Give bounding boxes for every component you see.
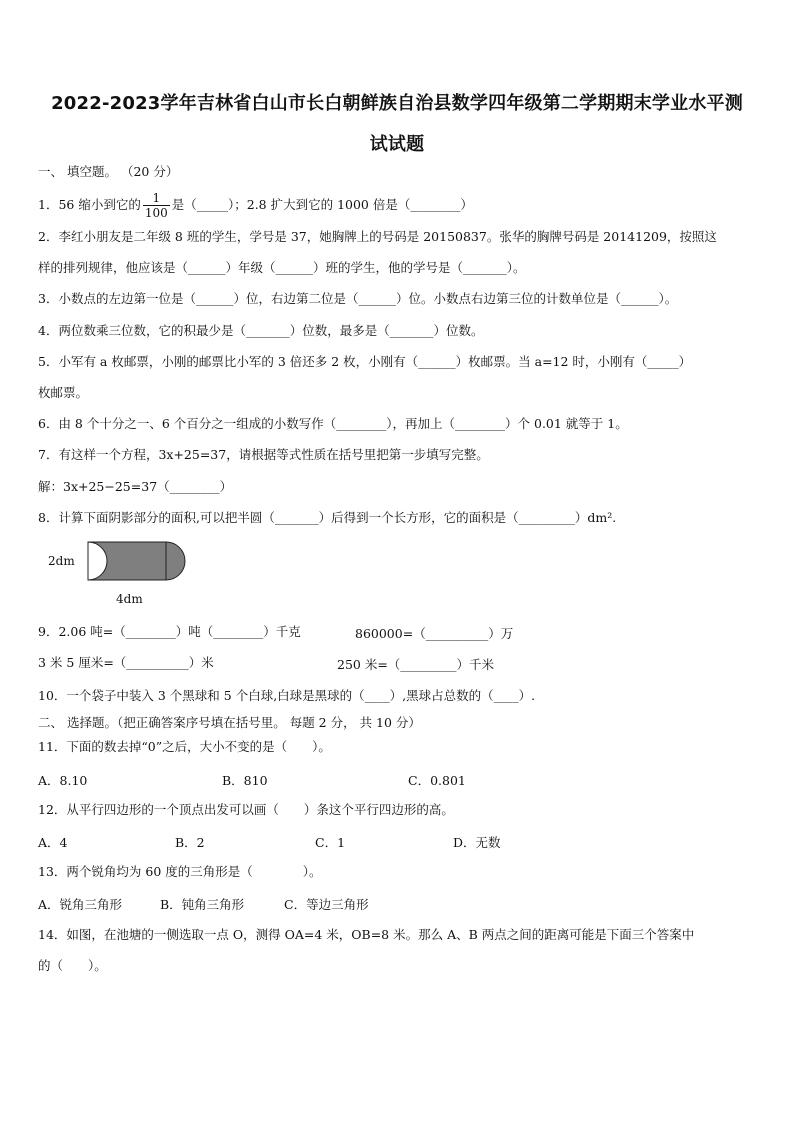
question-14-line-1: 14．如图，在池塘的一侧选取一点 O，测得 OA=4 米，OB=8 米。那么 A、B 两点之间的距离可能是下面三个答案中: [38, 927, 695, 942]
shaded-semicircle: [166, 542, 185, 580]
question-9-part-c: 3 米 5 厘米=（__________）米: [38, 655, 214, 670]
fraction: [143, 191, 170, 220]
question-2-line-2: 样的排列规律，他应该是（______）年级（______）班的学生，他的学号是（_______）。: [38, 260, 526, 275]
question-10: 10．一个袋子中装入 3 个黑球和 5 个白球,白球是黑球的（____）,黑球占总数的（____）.: [38, 688, 536, 703]
question-1-suffix: 是（_____）；2.8 扩大到它的 1000 倍是（________）: [171, 197, 473, 212]
figure-width-label: 4dm: [116, 592, 143, 606]
page-title-continued: 试试题: [369, 134, 425, 155]
question-7-line-2: 解：3x+25−25=37（________）: [38, 479, 233, 494]
question-12: 12．从平行四边形的一个顶点出发可以画（ ）条这个平行四边形的高。: [38, 802, 454, 817]
question-13: 13．两个锐角均为 60 度的三角形是（ ）。: [38, 864, 322, 879]
question-14-line-2: 的（ ）。: [38, 958, 107, 973]
question-11-option-b: B．810: [222, 773, 268, 788]
question-1-prefix: 1．56 缩小到它的: [38, 197, 141, 212]
question-1: [38, 191, 473, 220]
question-4: 4．两位数乘三位数，它的积最少是（_______）位数，最多是（_______）位数。: [38, 323, 484, 338]
fraction-numerator: 1: [143, 191, 170, 206]
question-13-option-c: C．等边三角形: [284, 897, 369, 912]
question-11-option-c: C．0.801: [408, 773, 466, 788]
fraction-denominator: 100: [144, 206, 168, 220]
figure-height-label: 2dm: [48, 554, 75, 568]
question-5-line-2: 枚邮票。: [38, 385, 89, 400]
question-13-option-b: B．钝角三角形: [160, 897, 245, 912]
question-12-option-d: D．无数: [453, 835, 501, 850]
question-9-part-b: 860000=（__________）万: [355, 626, 514, 641]
page-title: 2022-2023学年吉林省白山市长白朝鲜族自治县数学四年级第二学期期末学业水平测: [51, 93, 743, 114]
question-8: 8．计算下面阴影部分的面积,可以把半圆（_______）后得到一个长方形，它的面积是（_________）dm².: [38, 510, 617, 525]
question-13-option-a: A．锐角三角形: [38, 897, 123, 912]
question-3: 3．小数点的左边第一位是（______）位，右边第二位是（______）位。小数点右边第三位的计数单位是（______）。: [38, 291, 678, 306]
section-heading-multiple-choice: 二、 选择题。（把正确答案序号填在括号里。 每题 2 分， 共 10 分）: [38, 715, 421, 730]
question-2-line-1: 2．李红小朋友是二年级 8 班的学生，学号是 37，她胸牌上的号码是 20150837。张华的胸牌号码是 20141209，按照这: [38, 229, 717, 244]
question-5-line-1: 5．小军有 a 枚邮票，小刚的邮票比小军的 3 倍还多 2 枚，小刚有（______）枚邮票。当 a=12 时，小刚有（_____）: [38, 354, 692, 369]
section-heading-fill-blank: 一、 填空题。 （20 分）: [38, 164, 179, 179]
shaded-area-figure: [84, 540, 186, 582]
question-6: 6．由 8 个十分之一、6 个百分之一组成的小数写作（________），再加上（________）个 0.01 就等于 1。: [38, 416, 628, 431]
question-12-option-b: B．2: [175, 835, 205, 850]
question-11: 11．下面的数去掉“0”之后，大小不变的是（ ）。: [38, 739, 331, 754]
question-7-line-1: 7．有这样一个方程，3x+25=37，请根据等式性质在括号里把第一步填写完整。: [38, 447, 489, 462]
question-11-option-a: A．8.10: [38, 773, 88, 788]
question-9-part-a: 9．2.06 吨=（________）吨（________）千克: [38, 624, 301, 639]
question-12-option-a: A．4: [38, 835, 68, 850]
question-12-option-c: C．1: [315, 835, 346, 850]
question-9-part-d: 250 米=（_________）千米: [337, 657, 495, 672]
